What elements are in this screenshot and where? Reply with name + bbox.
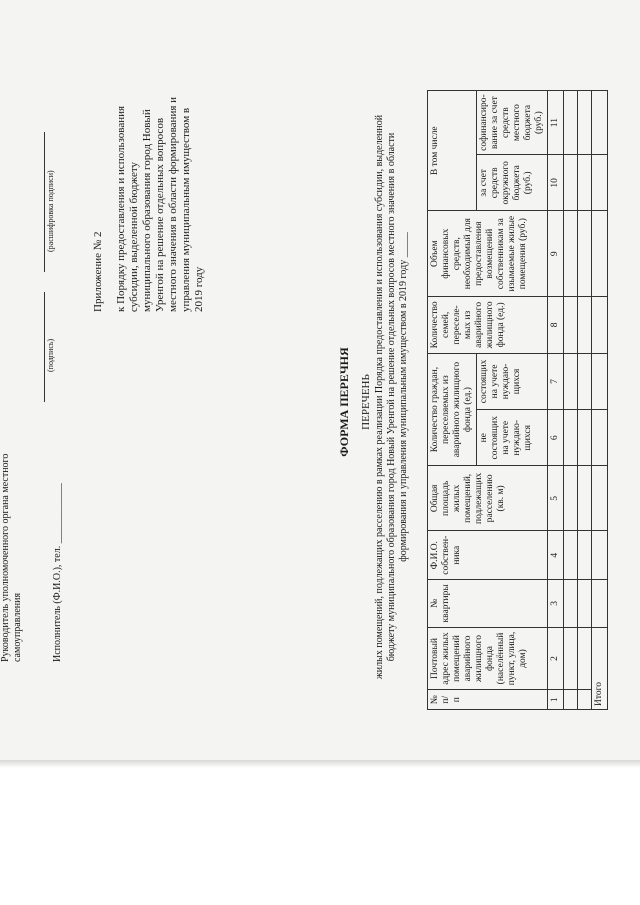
empty-cell [564, 410, 578, 466]
empty-cell [578, 410, 592, 466]
col-citizens-header: Количество граждан, переселяемых из аварийного жилищного фонда (ед.) [428, 353, 477, 466]
col-not-registered-header: не состоящих на учете нуждаю-щихся [477, 410, 548, 466]
col-local-header: софинансиро-вание за счет средств местного бюджета (руб.) [477, 91, 548, 155]
total-label: Итого [592, 627, 608, 709]
col-families-header: Количество семей, переселе-мых из аварийного жилищного фонда (ед.) [428, 296, 548, 353]
appendix-text: к Порядку предоставления и использования субсидии, выделенной бюджету муниципального образования город Новый Уренгой на решение отдельных вопросов местного значения в области формирования и управления муниципальным имуществом в 2019 году [115, 96, 205, 312]
empty-cell [592, 91, 608, 155]
empty-cell [578, 91, 592, 155]
col-owner-header: Ф.И.О. собствен-ника [428, 531, 548, 580]
empty-cell [592, 410, 608, 466]
col-funds-header: Объем финансовых средств, необходимый для предоставления возмещений собственникам за изымаемые жилые помещения (руб.) [428, 211, 548, 297]
col-index: 5 [548, 466, 564, 531]
col-index: 1 [548, 690, 564, 710]
page-edge [0, 760, 640, 768]
empty-cell [592, 296, 608, 353]
col-area-header: Общая площадь жилых помещений, подлежащих расселению (кв. м) [428, 466, 548, 531]
empty-cell [578, 155, 592, 211]
table-row [564, 91, 578, 710]
empty-cell [578, 627, 592, 690]
empty-cell [578, 531, 592, 580]
list-subtitle: жилых помещений, подлежащих расселению в рамках реализации Порядка предоставления и использования субсидии, выделенной бюджету муниципального образования город Новый Уренгой на решение отдельных вопросов местного значения в области формирования и управления муниципальным имуществом в 2019 году _____ [374, 114, 409, 680]
col-address-header: Почтовый адрес жилых помещений аварийного жилищного фонда (населённый пункт, улица, дом) [428, 627, 548, 690]
empty-cell [592, 211, 608, 297]
empty-cell [564, 580, 578, 627]
form-title: ФОРМА ПЕРЕЧНЯ [337, 347, 351, 457]
col-index: 2 [548, 627, 564, 690]
executor-label: Исполнитель (Ф.И.О.), тел. ____________ [52, 483, 63, 662]
list-title: ПЕРЕЧЕНЬ [360, 374, 372, 430]
empty-cell [578, 690, 592, 710]
empty-cell [592, 155, 608, 211]
empty-cell [564, 296, 578, 353]
col-registered-header: состоящих на учете нуждаю-щихся [477, 353, 548, 409]
empty-cell [564, 91, 578, 155]
empty-cell [578, 580, 592, 627]
empty-cell [592, 466, 608, 531]
appendix-number: Приложение № 2 [92, 231, 104, 312]
empty-cell [578, 296, 592, 353]
signature-caption: (подпись) [46, 338, 55, 372]
empty-cell [592, 580, 608, 627]
empty-cell [564, 353, 578, 409]
empty-cell [564, 690, 578, 710]
empty-cell [578, 353, 592, 409]
column-index-row [548, 91, 564, 710]
table-row [578, 91, 592, 710]
empty-cell [578, 211, 592, 297]
empty-cell [564, 531, 578, 580]
empty-cell [564, 627, 578, 690]
col-index: 10 [548, 155, 564, 211]
col-district-header: за счет средств окружного бюджета (руб.) [477, 155, 548, 211]
col-apartment-header: № квартиры [428, 580, 548, 627]
signature-area [0, 82, 465, 722]
empty-cell [578, 466, 592, 531]
decode-line [44, 132, 45, 272]
col-index: 11 [548, 91, 564, 155]
col-index: 9 [548, 211, 564, 297]
col-index: 4 [548, 531, 564, 580]
col-index: 3 [548, 580, 564, 627]
empty-cell [592, 531, 608, 580]
col-including-header: В том числе [428, 91, 477, 211]
empty-cell [564, 211, 578, 297]
decode-caption: (расшифровка подписи) [46, 170, 55, 252]
empty-cell [592, 353, 608, 409]
total-row [592, 91, 608, 710]
signature-line [44, 292, 45, 402]
col-num-header: № п/п [428, 690, 548, 710]
col-index: 7 [548, 353, 564, 409]
empty-cell [564, 155, 578, 211]
col-index: 6 [548, 410, 564, 466]
empty-cell [564, 466, 578, 531]
col-index: 8 [548, 296, 564, 353]
head-signature-label: Руководитель уполномоченного органа местного самоуправления [0, 453, 23, 662]
